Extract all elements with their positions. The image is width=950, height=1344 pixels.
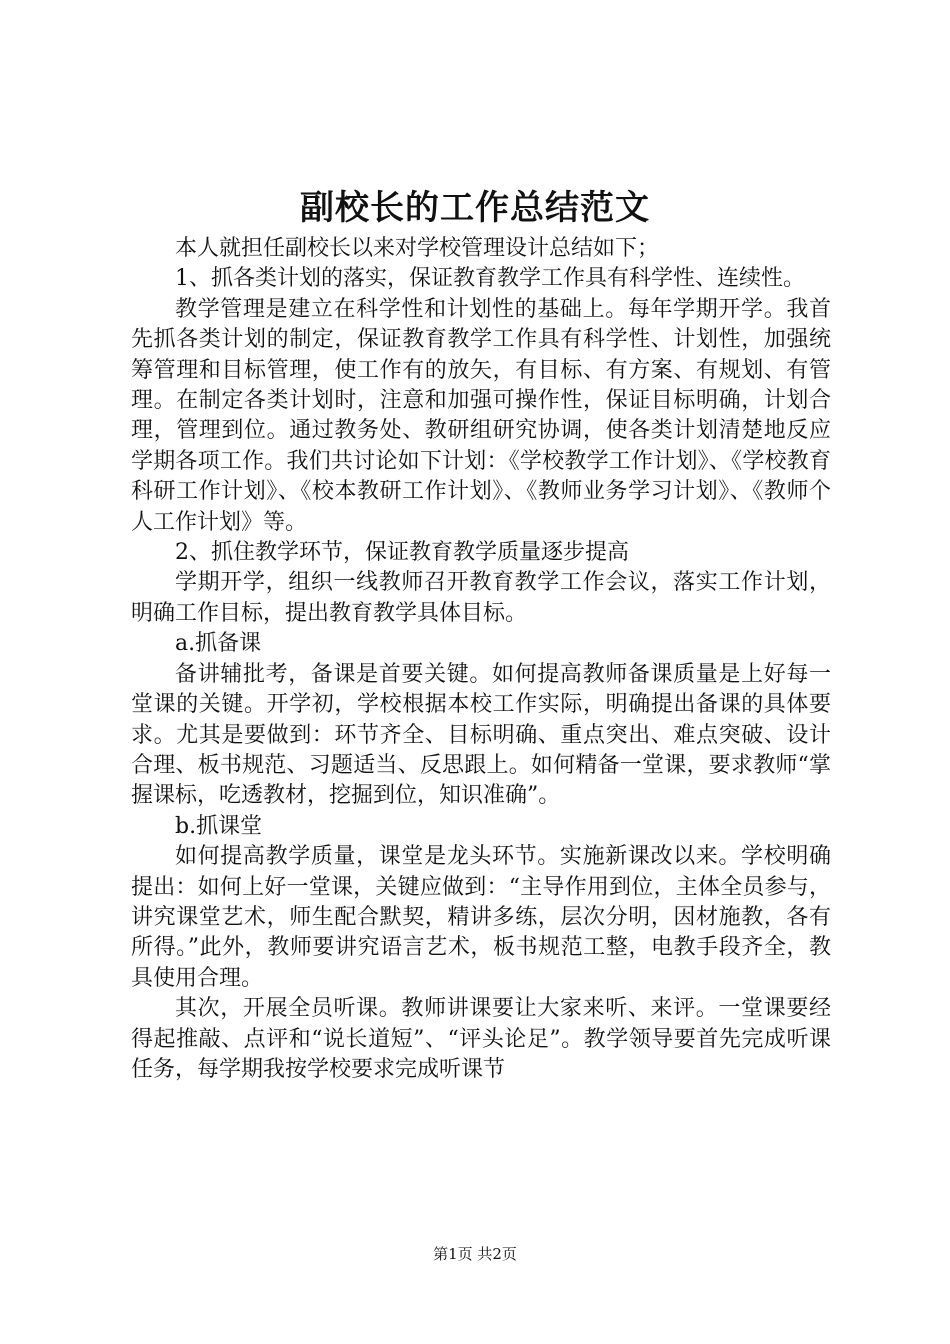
section-heading: 2、抓住教学环节，保证教育教学质量逐步提高 — [175, 540, 629, 566]
paragraph: 备讲辅批考，备课是首要关键。如何提高教师备课质量是上好每一堂课的关键。开学初，学校根据本校工作实际，明确提出备课的具体要求。尤其是要做到：环节齐全、目标明确、重点突出、难点突破、设计合理、板书规范、习题适当、反思跟上。如何精备一堂课，要求教师“掌握课标，吃透教材，挖掘到位，知识准确”。 — [131, 661, 831, 809]
paragraph: 如何提高教学质量，课堂是龙头环节。实施新课改以来。学校明确提出：如何上好一堂课，关键应做到：“主导作用到位，主体全员参与，讲究课堂艺术，师生配合默契，精讲多练，层次分明，因材施教，各有所得。”此外，教师要讲究语言艺术，板书规范工整，电教手段齐全，教具使用合理。 — [131, 844, 831, 991]
paragraph: 其次，开展全员听课。教师讲课要让大家来听、来评。一堂课要经得起推敲、点评和“说长道短”、“评头论足”。教学领导要首先完成听课任务，每学期我按学校要求完成听课节 — [131, 996, 831, 1082]
section-heading: 1、抓各类计划的落实，保证教育教学工作具有科学性、连续性。 — [175, 266, 805, 292]
page-footer: 第1页 共2页 — [433, 1245, 517, 1263]
paragraph: 本人就担任副校长以来对学校管理设计总结如下； — [175, 236, 660, 261]
subsection-heading: b.抓课堂 — [175, 813, 263, 839]
subsection-heading: a.抓备课 — [175, 631, 262, 657]
paragraph: 教学管理是建立在科学性和计划性的基础上。每年学期开学。我首先抓各类计划的制定，保证教育教学工作具有科学性、计划性，加强统筹管理和目标管理，使工作有的放矢，有目标、有方案、有规划、有管理。在制定各类计划时，注意和加强可操作性，保证目标明确，计划合理，管理到位。通过教务处、教研组研究协调，使各类计划清楚地反应学期各项工作。我们共讨论如下计划：《学校教学工作计划》、《学校教育科研工作计划》、《校本教研工作计划》、《教师业务学习计划》、《教师个人工作计划》等。 — [131, 296, 831, 535]
document-body — [131, 234, 831, 1085]
document-title: 副校长的工作总结范文 — [300, 188, 650, 228]
paragraph: 学期开学，组织一线教师召开教育教学工作会议，落实工作计划，明确工作目标，提出教育教学具体目标。 — [131, 570, 831, 626]
